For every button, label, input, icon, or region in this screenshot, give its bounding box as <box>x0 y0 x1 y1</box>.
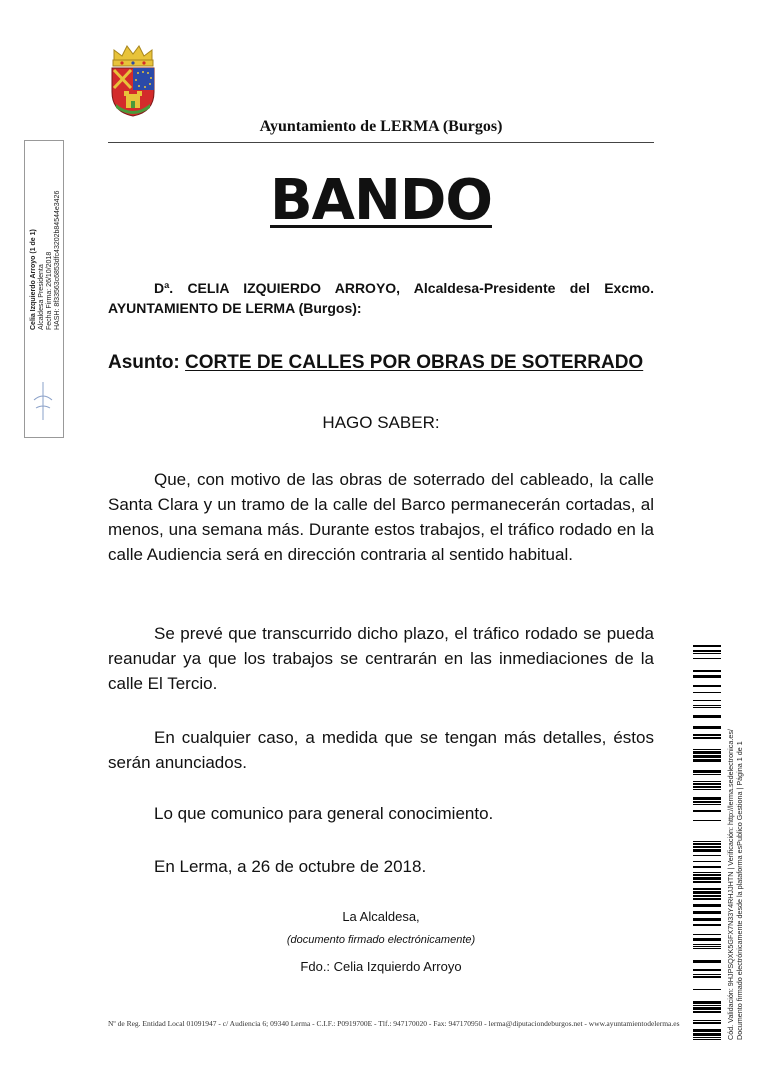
date-line: En Lerma, a 26 de octubre de 2018. <box>154 857 427 876</box>
body-paragraph: Que, con motivo de las obras de soterrado del cableado, la calle Santa Clara y un tramo de la calle del Barco permanecerán cortadas, al menos, una semana más. Durante estos trabajos, el tráfico rodado en la calle Audiencia será en dirección contraria al sentido habitual. <box>108 470 654 564</box>
validation-code: Cód. Validación: 9HJPSQXK5GFX7N33Y4RHJJHTN | Verificación: http://lerma.sedelectronica.es/ <box>726 729 735 1040</box>
municipality-heading: Ayuntamiento de LERMA (Burgos) <box>259 118 503 135</box>
document-title: BANDO <box>270 168 492 233</box>
header-divider <box>108 142 654 143</box>
validation-barcode <box>693 645 721 1040</box>
validation-platform: Documento firmado electrónicamente desde la plataforma esPublico Gestiona | Página 1 de 1 <box>735 741 744 1040</box>
subject-text: CORTE DE CALLES POR OBRAS DE SOTERRADO <box>185 352 644 373</box>
coat-of-arms-logo <box>108 42 158 118</box>
subject-label: Asunto: <box>108 352 180 373</box>
signature-note: (documento firmado electrónicamente) <box>286 934 476 946</box>
body-paragraph: En cualquier caso, a medida que se tengan más detalles, éstos serán anunciados. <box>108 728 654 772</box>
body-paragraph: Se prevé que transcurrido dicho plazo, el tráfico rodado se pueda reanudar ya que los trabajos se centrarán en las inmediaciones de la calle El Tercio. <box>108 624 654 693</box>
signature-scribble-icon <box>30 378 56 424</box>
signer-name: Celia Izquierdo Arroyo (1 de 1) <box>30 229 37 330</box>
signature-role: La Alcaldesa, <box>342 909 420 924</box>
body-paragraph: Lo que comunico para general conocimiento. <box>154 804 494 823</box>
signature-name: Fdo.: Celia Izquierdo Arroyo <box>300 959 462 974</box>
signature-hash: HASH: 8f33563c6853dfc43202b84544e3426 <box>54 190 61 330</box>
signer-role: Alcaldesa Presidenta <box>38 264 45 330</box>
hago-saber-heading: HAGO SABER: <box>322 413 440 432</box>
subject-line <box>108 352 668 374</box>
signature-date: Fecha Firma: 26/10/2018 <box>46 251 53 330</box>
intro-paragraph: Dª. CELIA IZQUIERDO ARROYO, Alcaldesa-Presidente del Excmo. AYUNTAMIENTO DE LERMA (Burgos): <box>108 280 654 316</box>
page-footer: Nº de Reg. Entidad Local 01091947 - c/ Audiencia 6; 09340 Lerma - C.I.F.: P0919700E - Tlf.: 947170020 - Fax: 947170950 - lerma@diputaciondeburgos.net - www.ayuntamientodelerma.es <box>108 1019 680 1028</box>
